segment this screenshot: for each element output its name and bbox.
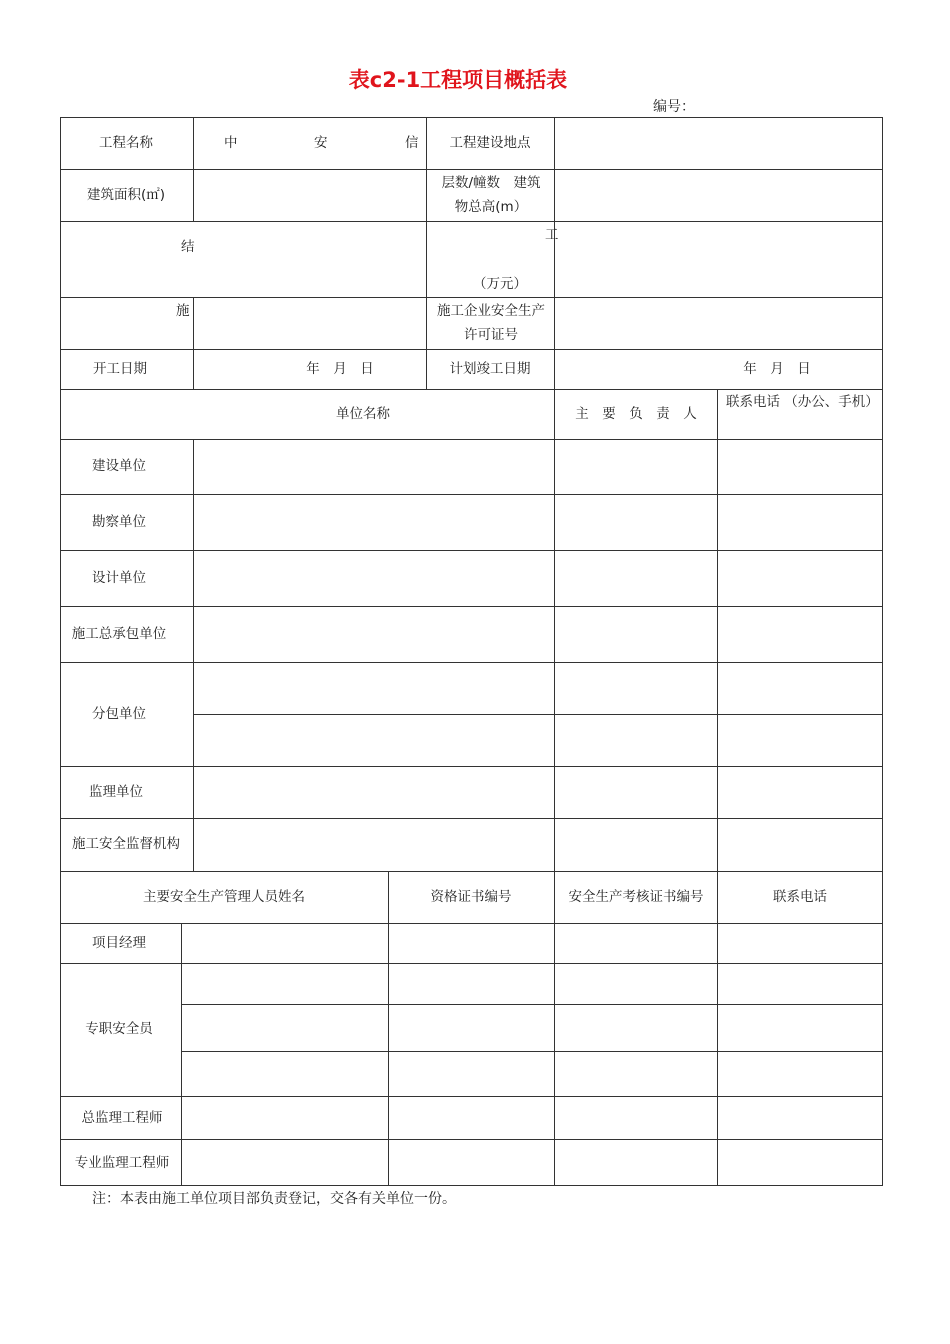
project-name-value-1[interactable]: 中 [224, 135, 238, 151]
floors-height-label: 层数/幢数 建筑物总高(m） [441, 175, 541, 215]
form-code-label: 编号： [653, 99, 695, 115]
building-area-field[interactable] [200, 175, 420, 215]
staff-name-header: 主要安全生产管理人员姓名 [143, 889, 305, 905]
project-name-value-3[interactable]: 信 [405, 135, 419, 151]
project-location-field[interactable] [560, 123, 876, 163]
staff-exam-header: 安全生产考核证书编号 [568, 889, 704, 905]
project-location-label: 工程建设地点 [449, 135, 531, 151]
unit-leader-header: 主 要 负 责 人 [575, 406, 697, 422]
unit-phone-header: 联系电话 （办公、手机） [726, 394, 879, 410]
cost-field[interactable] [560, 229, 876, 289]
start-date-value[interactable]: 年 月 日 [306, 361, 374, 377]
end-date-value[interactable]: 年 月 日 [743, 361, 811, 377]
unit-row-label: 分包单位 [92, 706, 146, 722]
unit-row-label: 监理单位 [89, 784, 143, 800]
project-summary-table [60, 117, 883, 1186]
staff-row-label: 专职安全员 [85, 1021, 153, 1037]
start-date-label: 开工日期 [93, 361, 147, 377]
license-field[interactable] [560, 305, 876, 341]
building-area-label: 建筑面积(㎡) [86, 187, 166, 203]
unit-row-label: 建设单位 [92, 458, 146, 474]
unit-row-label: 施工安全监督机构 [72, 836, 180, 852]
construction-label-partial: 施 [176, 303, 190, 319]
staff-row-label: 项目经理 [92, 935, 146, 951]
unit-row-label: 勘察单位 [92, 514, 146, 530]
project-name-label: 工程名称 [99, 135, 153, 151]
staff-cert-header: 资格证书编号 [430, 889, 512, 905]
floors-height-field[interactable] [560, 175, 876, 215]
cost-label-partial: 工 [545, 227, 559, 243]
staff-phone-header: 联系电话 [773, 889, 827, 905]
staff-row-label: 专业监理工程师 [74, 1155, 170, 1171]
footnote: 注：本表由施工单位项目部负责登记，交各有关单位一份。 [92, 1191, 456, 1207]
structure-label-partial: 结 [181, 239, 195, 255]
end-date-label: 计划竣工日期 [449, 361, 531, 377]
unit-row-label: 施工总承包单位 [71, 626, 167, 642]
project-name-value-2[interactable]: 安 [314, 135, 328, 151]
unit-row-label: 设计单位 [92, 570, 146, 586]
form-title: 表c2-1工程项目概括表 [348, 68, 568, 92]
license-label: 施工企业安全生产许可证号 [437, 303, 545, 343]
cost-unit-label: （万元） [473, 276, 527, 292]
construction-field[interactable] [200, 305, 420, 341]
unit-name-header: 单位名称 [336, 406, 390, 422]
structure-field[interactable] [200, 229, 420, 289]
staff-row-label: 总监理工程师 [81, 1110, 163, 1126]
